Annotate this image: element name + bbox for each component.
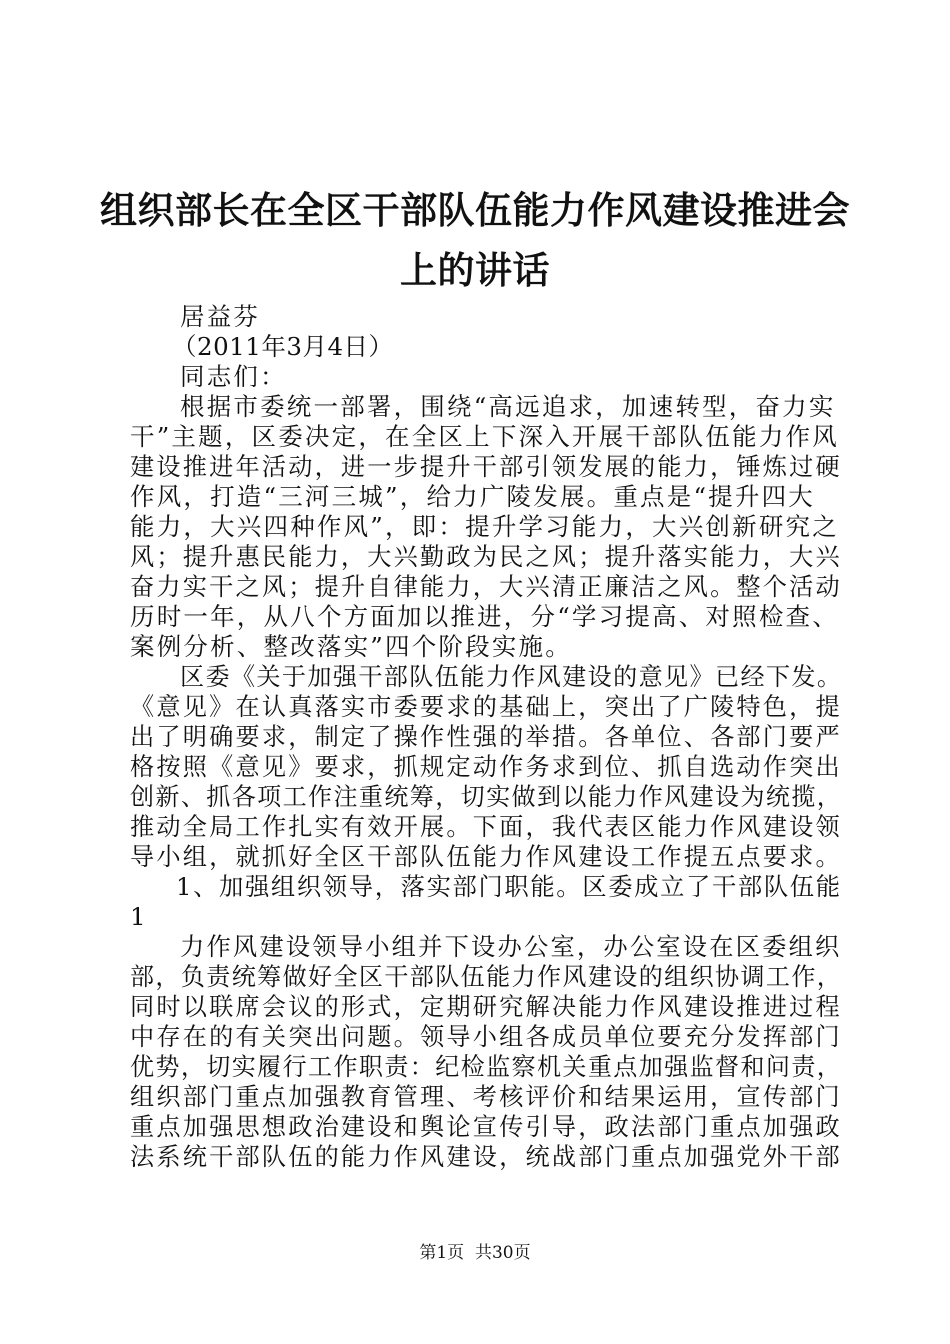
paragraph-1-line: 建设推进年活动，进一步提升干部引领发展的能力，锤炼过硬 xyxy=(130,452,842,481)
salutation: 同志们： xyxy=(180,362,287,391)
paragraph-1-line: 根据市委统一部署，围绕“高远追求，加速转型，奋力实 xyxy=(180,392,836,421)
paragraph-2-line: 导小组，就抓好全区干部队伍能力作风建设工作提五点要求。 xyxy=(130,842,842,871)
paragraph-2-line: 出了明确要求，制定了操作性强的举措。各单位、各部门要严 xyxy=(130,722,842,751)
paragraph-1-line: 干”主题，区委决定，在全区上下深入开展干部队伍能力作风 xyxy=(130,422,839,451)
title-line-1: 组织部长在全区干部队伍能力作风建设推进会 xyxy=(100,189,850,232)
paragraph-2-line: 区委《关于加强干部队伍能力作风建设的意见》已经下发。 xyxy=(180,662,843,691)
paragraph-1-line: 奋力实干之风；提升自律能力，大兴清正廉洁之风。整个活动 xyxy=(130,572,842,601)
page-footer: 第1页 共30页 xyxy=(419,1243,531,1263)
page-marker: 1 xyxy=(130,902,148,931)
paragraph-1-line: 案例分析、整改落实”四个阶段实施。 xyxy=(130,632,572,661)
paragraph-4-line: 同时以联席会议的形式，定期研究解决能力作风建设推进过程 xyxy=(130,992,842,1021)
paragraph-4-line: 重点加强思想政治建设和舆论宣传引导，政法部门重点加强政 xyxy=(130,1112,842,1141)
paragraph-4-line: 力作风建设领导小组并下设办公室，办公室设在区委组织 xyxy=(180,932,842,961)
paragraph-4-line: 中存在的有关突出问题。领导小组各成员单位要充分发挥部门 xyxy=(130,1022,842,1051)
paragraph-2-line: 推动全局工作扎实有效开展。下面，我代表区能力作风建设领 xyxy=(130,812,842,841)
paragraph-4-line: 优势，切实履行工作职责：纪检监察机关重点加强监督和问责， xyxy=(130,1052,843,1081)
paragraph-1-line: 能力，大兴四种作风”，即：提升学习能力，大兴创新研究之 xyxy=(130,512,839,541)
speech-date: （2011年3月4日） xyxy=(172,332,394,361)
title-line-2: 上的讲话 xyxy=(400,249,550,292)
paragraph-1-line: 作风，打造“三河三城”，给力广陵发展。重点是“提升四大 xyxy=(130,482,815,511)
paragraph-1-line: 历时一年，从八个方面加以推进，分“学习提高、对照检查、 xyxy=(130,602,839,631)
paragraph-4-line: 组织部门重点加强教育管理、考核评价和结果运用，宣传部门 xyxy=(130,1082,842,1111)
author: 居益芬 xyxy=(180,302,261,331)
paragraph-4-line: 部，负责统筹做好全区干部队伍能力作风建设的组织协调工作， xyxy=(130,962,843,991)
paragraph-2-line: 创新、抓各项工作注重统筹，切实做到以能力作风建设为统揽， xyxy=(130,782,843,811)
paragraph-4-line: 法系统干部队伍的能力作风建设，统战部门重点加强党外干部 xyxy=(130,1142,842,1171)
paragraph-2-line: 格按照《意见》要求，抓规定动作务求到位、抓自选动作突出 xyxy=(130,752,842,781)
paragraph-3-line: 1、加强组织领导，落实部门职能。区委成立了干部队伍能 xyxy=(176,872,842,901)
paragraph-2-line: 《意见》在认真落实市委要求的基础上，突出了广陵特色，提 xyxy=(130,692,842,721)
paragraph-1-line: 风；提升惠民能力，大兴勤政为民之风；提升落实能力，大兴 xyxy=(130,542,842,571)
